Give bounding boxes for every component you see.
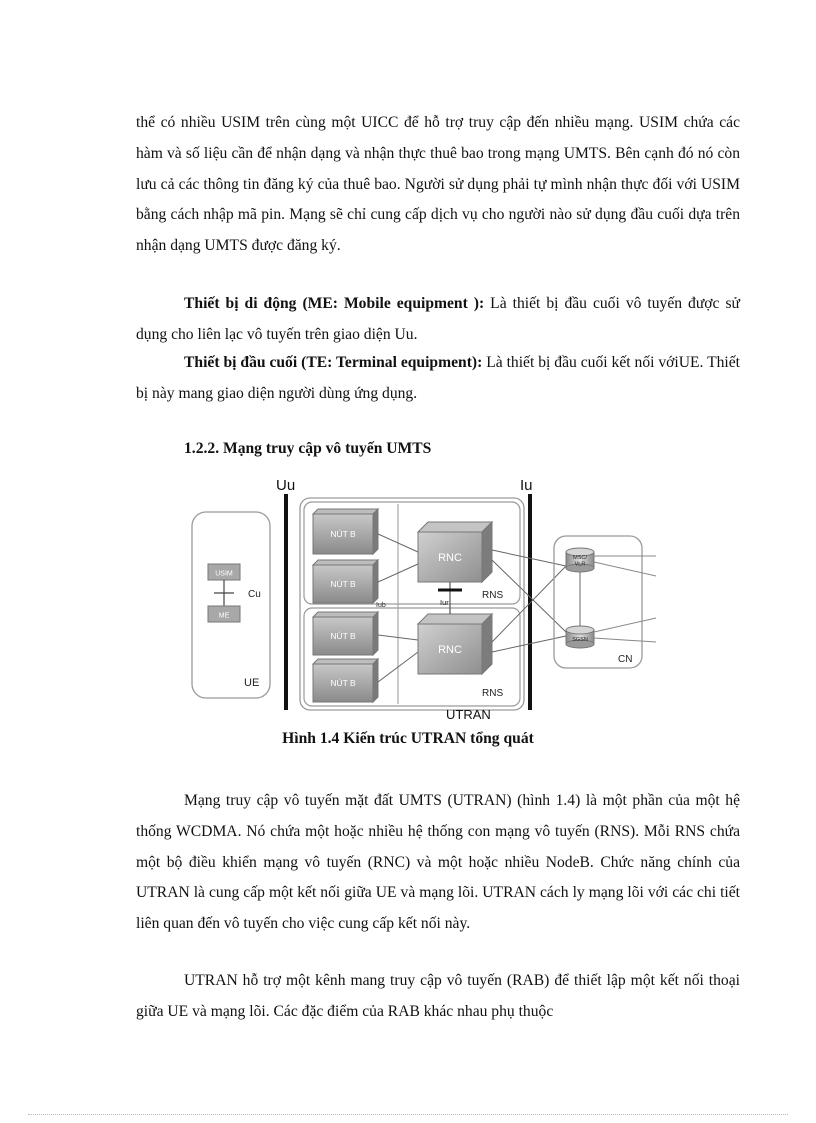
rns-1-label: RNS xyxy=(482,590,504,601)
figure-caption: Hình 1.4 Kiến trúc UTRAN tổng quát xyxy=(282,730,534,747)
node-b-4 xyxy=(313,659,378,702)
node-b-2 xyxy=(313,560,378,603)
iub-label: Iub xyxy=(376,602,386,609)
me-label: ME xyxy=(218,612,230,620)
definition-terminal-equipment: Là thiết bị đầu cuối kết nối vớiUE. Thiết bị này mang giao diện người dùng ứng dụng. xyxy=(136,354,741,402)
paragraph-usim: thể có nhiều USIM trên cùng một UICC để hỗ trợ truy cập đến nhiều mạng. USIM chứa các hàm và số liệu cần để nhận dạng và nhận thực thuê bao trong mạng UMTS. Bên cạnh đó nó còn lưu cả các thông tin đăng ký của thuê bao. Người sử dụng phải tự mình nhận thực đối với USIM bằng cách nhập mã pin. Mạng sẽ chỉ cung cấp dịch vụ cho người nào sử dụng đầu cuối dựa trên nhận dạng UMTS được đăng ký. xyxy=(136,114,740,255)
msc-vlr-node xyxy=(566,548,594,572)
rnc-1-label: RNC xyxy=(438,552,462,564)
rnc-2-label: RNC xyxy=(438,644,462,656)
usim-label: USIM xyxy=(215,570,233,578)
paragraph-mobile-equipment xyxy=(136,289,740,351)
msc-label-line1: MSC/ xyxy=(573,555,587,561)
msc-label-line2: VLR xyxy=(574,561,586,568)
cn-label: CN xyxy=(618,654,633,665)
section-heading: 1.2.2. Mạng truy cập vô tuyến UMTS xyxy=(184,440,432,457)
rns-2-label: RNS xyxy=(482,688,504,699)
node-b-3 xyxy=(313,612,378,655)
paragraph-terminal-equipment xyxy=(136,348,740,410)
node-b-1 xyxy=(313,509,378,554)
term-terminal-equipment: Thiết bị đầu cuối (TE: Terminal equipment): xyxy=(184,354,483,371)
term-mobile-equipment: Thiết bị di động (ME: Mobile equipment ): xyxy=(184,295,485,312)
sgsn-label: SGSN xyxy=(572,637,588,643)
page-footer-divider xyxy=(28,1114,788,1115)
sgsn-node xyxy=(566,626,594,648)
cu-label: Cu xyxy=(248,589,261,600)
uu-label: Uu xyxy=(276,477,296,494)
definition-mobile-equipment: Là thiết bị đầu cuối vô tuyến được sử dụng cho liên lạc vô tuyến trên giao diện Uu. xyxy=(136,295,740,343)
rnc-2 xyxy=(418,614,492,674)
iur-label: Iur xyxy=(440,598,449,607)
node-b-3-label: NÚT B xyxy=(330,631,356,641)
node-b-1-label: NÚT B xyxy=(330,529,356,539)
ue-container xyxy=(192,512,270,698)
paragraph-rab-description: UTRAN hỗ trợ một kênh mang truy cập vô tuyến (RAB) để thiết lập một kết nối thoại giữa UE và mạng lõi. Các đặc điểm của RAB khác nhau phụ thuộc xyxy=(136,972,740,1020)
node-b-4-label: NÚT B xyxy=(330,678,356,688)
rnc-1 xyxy=(418,522,492,582)
utran-label: UTRAN xyxy=(446,707,491,722)
ue-label: UE xyxy=(244,677,260,689)
paragraph-utran-description: Mạng truy cập vô tuyến mặt đất UMTS (UTRAN) (hình 1.4) là một phần của một hệ thống WCDMA. Nó chứa một hoặc nhiều hệ thống con mạng vô tuyến (RNS). Mỗi RNS chứa một bộ điều khiển mạng vô tuyến (RNC) và một hoặc nhiều NodeB. Chức năng chính của UTRAN là cung cấp một kết nối giữa UE và mạng lõi. UTRAN cách ly mạng lõi với các chi tiết liên quan đến vô tuyến cho việc cung cấp kết nối này. xyxy=(136,792,740,933)
node-b-2-label: NÚT B xyxy=(330,579,356,589)
utran-architecture-diagram xyxy=(186,472,662,724)
iu-label: Iu xyxy=(520,477,533,494)
